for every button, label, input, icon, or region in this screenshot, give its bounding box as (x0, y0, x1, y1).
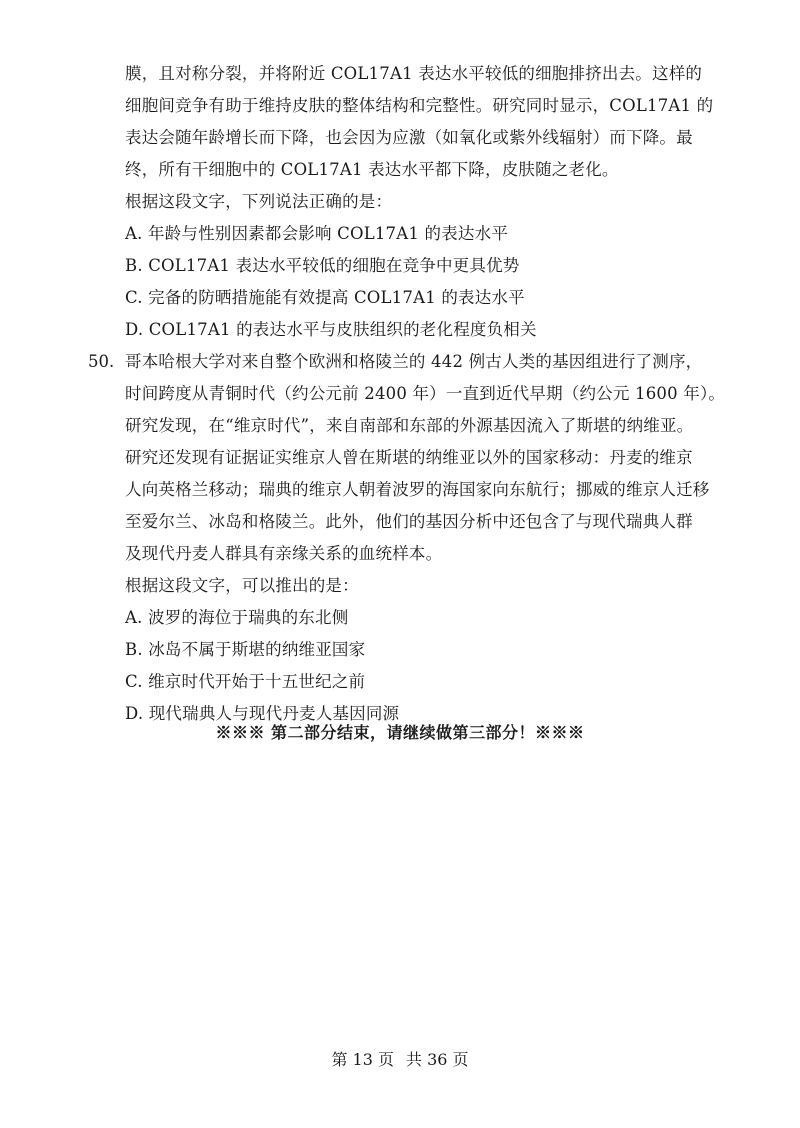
page-total: 共 36 页 (406, 1050, 469, 1069)
passage-line: 研究发现，在“维京时代”，来自南部和东部的外源基因流入了斯堪的纳维亚。 (125, 416, 694, 435)
passage-line: 表达会随年龄增长而下降，也会因为应激（如氧化或紫外线辐射）而下降。最 (125, 128, 693, 147)
option-a: A. 波罗的海位于瑞典的东北侧 (125, 608, 349, 627)
option-d: D. 现代瑞典人与现代丹麦人基因同源 (125, 704, 400, 723)
passage-line: 膜，且对称分裂，并将附近 COL17A1 表达水平较低的细胞排挤出去。这样的 (125, 64, 703, 83)
passage-line: 及现代丹麦人群具有亲缘关系的血统样本。 (125, 544, 443, 563)
passage-line: 人向英格兰移动；瑞典的维京人朝着波罗的海国家向东航行；挪威的维京人迁移 (125, 480, 710, 499)
passage-line: 终，所有干细胞中的 COL17A1 表达水平都下降，皮肤随之老化。 (125, 160, 619, 179)
page-footer (0, 1048, 800, 1072)
question-prompt: 根据这段文字，可以推出的是： (125, 576, 359, 595)
passage-line: 至爱尔兰、冰岛和格陵兰。此外，他们的基因分析中还包含了与现代瑞典人群 (125, 512, 693, 531)
option-b: B. COL17A1 表达水平较低的细胞在竞争中更具优势 (125, 256, 520, 275)
passage-line: 哥本哈根大学对来自整个欧洲和格陵兰的 442 例古人类的基因组进行了测序， (125, 352, 703, 371)
question-49-passage (125, 58, 715, 346)
option-a: A. 年龄与性别因素都会影响 COL17A1 的表达水平 (125, 224, 509, 243)
option-b: B. 冰岛不属于斯堪的纳维亚国家 (125, 640, 366, 659)
question-50-passage (125, 346, 726, 730)
section-end-notice: ※※※ 第二部分结束，请继续做第三部分！※※※ (215, 723, 585, 742)
passage-line: 研究还发现有证据证实维京人曾在斯堪的纳维亚以外的国家移动：丹麦的维京 (125, 448, 693, 467)
passage-line: 细胞间竞争有助于维持皮肤的整体结构和完整性。研究同时显示，COL17A1 的 (125, 96, 714, 115)
question-prompt: 根据这段文字，下列说法正确的是： (125, 192, 393, 211)
question-50-number: 50. (88, 352, 115, 371)
page-number: 第 13 页 (331, 1050, 394, 1069)
option-d: D. COL17A1 的表达水平与皮肤组织的老化程度负相关 (125, 320, 537, 339)
option-c: C. 维京时代开始于十五世纪之前 (125, 672, 366, 691)
passage-line: 时间跨度从青铜时代（约公元前 2400 年）一直到近代早期（约公元 1600 年）。 (125, 384, 726, 403)
option-c: C. 完备的防晒措施能有效提高 COL17A1 的表达水平 (125, 288, 525, 307)
